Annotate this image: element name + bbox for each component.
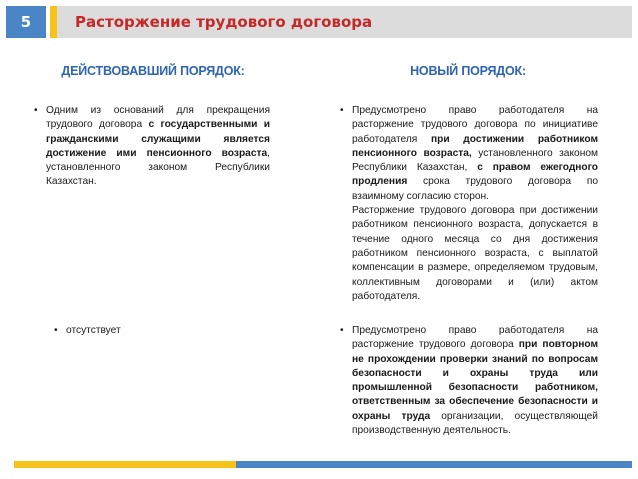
slide-number-badge [6,6,46,38]
bullet-icon: • [340,325,344,336]
bullet-icon: • [34,105,38,116]
new-order-item-2 [340,324,598,438]
slide-header [0,0,638,42]
new-order-item-1-paragraph-2: Расторжение трудового договора при достижении работником пенсионного возраста, допускается в течение одного месяца со дня достижения работником пенсионного возраста, с выплатой компенсации в размере, определяемом трудовым, коллективным договорами и (или) актом работодателя. [352,205,598,302]
bullet-icon: • [340,105,344,116]
old-order-item-2 [54,324,270,338]
new-order-item-1-paragraph-1: Предусмотрено право работодателя на расторжение трудового договора по инициативе работодателя при достижении работником пенсионного возраста, установленного законом Республики Казахстан, с правом ежегодного продления срока трудового договора по взаимному согласию сторон. [352,105,598,202]
title-accent-stripe [50,6,57,38]
page-title: Расторжение трудового договора [75,13,373,31]
left-column-heading: ДЕЙСТВОВАВШИЙ ПОРЯДОК: [61,64,245,78]
old-order-item-1-text: Одним из оснований для прекращения трудового договора с государственными и гражданскими служащими является достижение ими пенсионного возраста, установленного законом Республики Казахстан. [46,105,270,188]
old-order-item-1 [34,104,270,190]
slide-number: 5 [20,13,32,31]
footer-bar-blue [236,461,632,468]
new-order-item-2-text: Предусмотрено право работодателя на расторжение трудового договора при повторном не прохождении проверки знаний по вопросам безопасности и охраны труда или промышленной безопасности работником, ответственным за обеспечение безопасности и охраны труда организации, осуществляющей производственную деятельность. [352,325,598,437]
new-order-item-1 [340,104,598,304]
right-column-heading: НОВЫЙ ПОРЯДОК: [410,64,526,78]
new-order-item-1-text [352,104,598,304]
bullet-icon: • [54,325,58,336]
footer-bar-yellow [14,461,236,468]
title-bar [57,6,632,38]
old-order-item-2-text: отсутствует [66,325,121,336]
